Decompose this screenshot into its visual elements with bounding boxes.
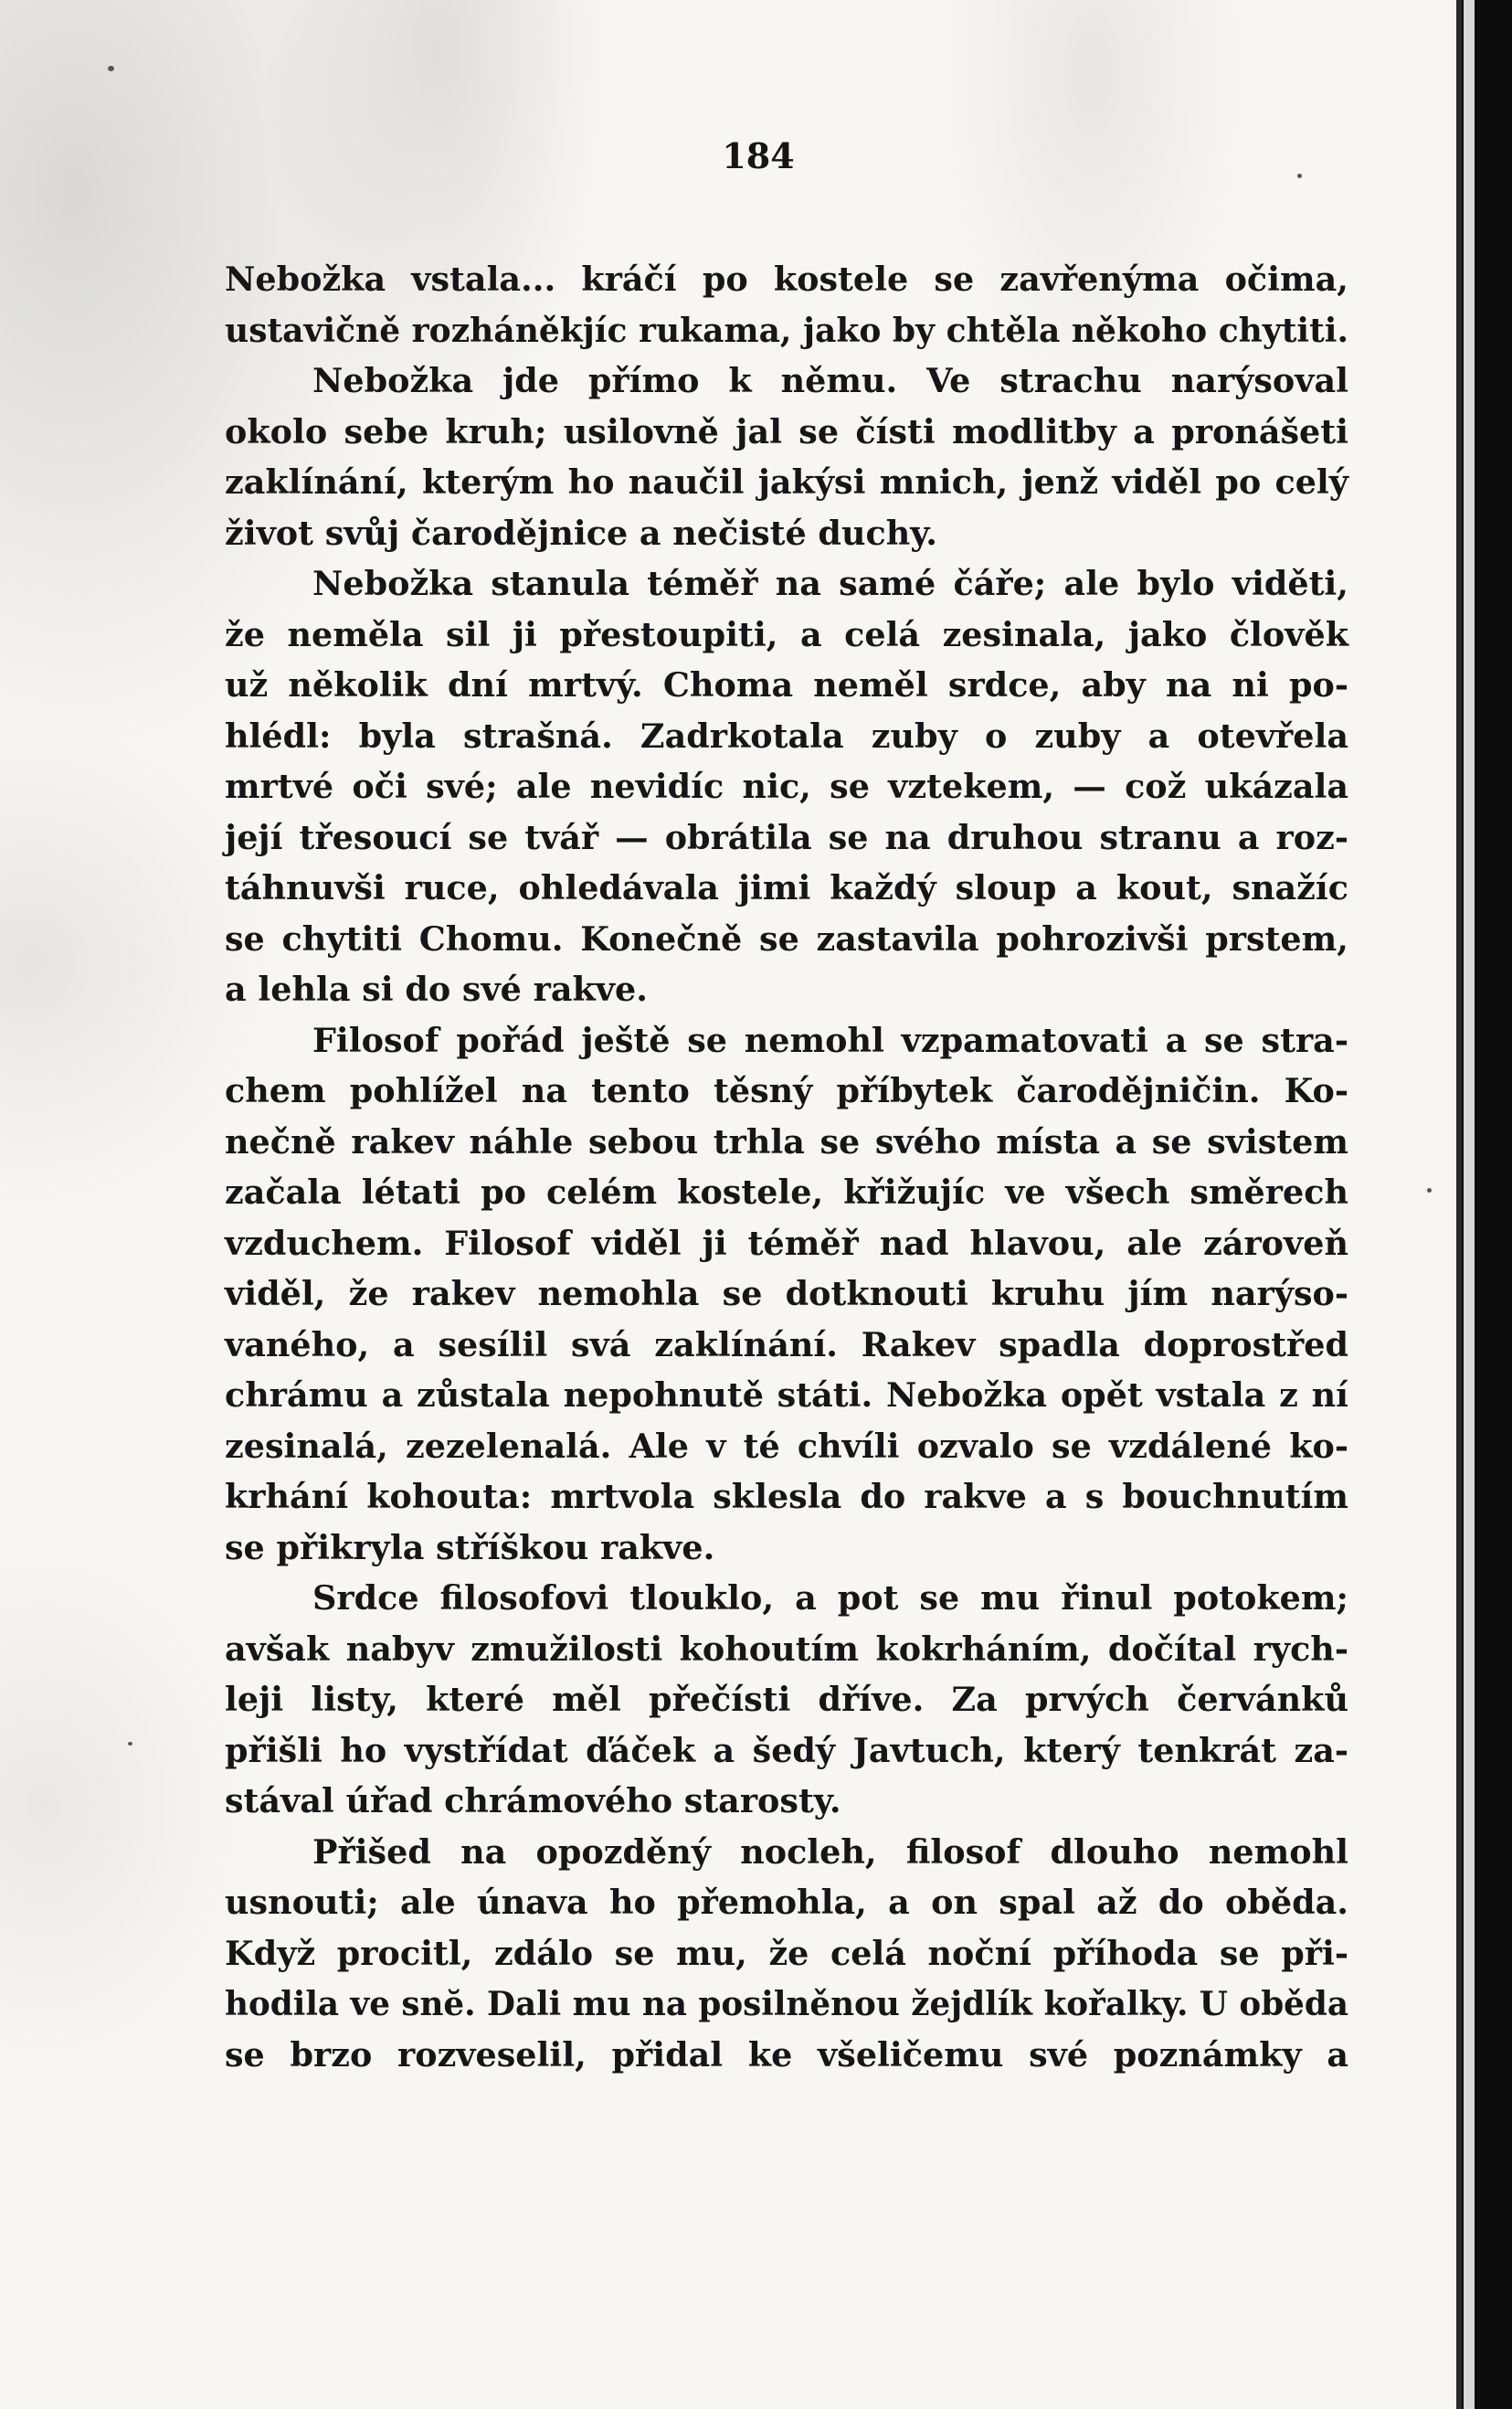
text-line: usnouti; ale únava ho přemohla, a on spal až do oběda. bbox=[225, 1883, 1348, 1922]
text-line: její třesoucí se tvář — obrátila se na druhou stranu a roz- bbox=[225, 817, 1348, 857]
text-line: ustavičně rozháněkjíc rukama, jako by chtěla někoho chytiti. bbox=[225, 310, 1348, 350]
print-speck bbox=[1427, 1188, 1432, 1193]
text-line: okolo sebe kruh; usilovně jal se čísti modlitby a pronášeti bbox=[225, 411, 1348, 451]
page-edge bbox=[1464, 0, 1475, 2409]
body-text bbox=[225, 254, 1348, 2080]
print-speck bbox=[108, 66, 114, 71]
print-speck bbox=[128, 1742, 132, 1746]
text-line: stával úřad chrámového starosty. bbox=[225, 1781, 841, 1820]
text-line: Přišed na opozděný nocleh, filosof dlouho nemohl bbox=[312, 1831, 1348, 1872]
text-line: hodila ve snĕ. Dali mu na posilněnou žejdlík kořalky. U oběda bbox=[225, 1984, 1348, 2023]
text-line: že neměla sil ji přestoupiti, a celá zesinala, jako člověk bbox=[225, 614, 1348, 654]
text-line: zesinalá, zezelenalá. Ale v té chvíli ozvalo se vzdálené ko- bbox=[225, 1426, 1348, 1466]
text-line: se přikryla stříškou rakve. bbox=[225, 1527, 715, 1567]
text-line: a lehla si do své rakve. bbox=[225, 970, 648, 1009]
text-line: Filosof pořád ještě se nemohl vzpamatovati a se stra- bbox=[312, 1020, 1348, 1060]
text-line: chem pohlížel na tento těsný příbytek čarodějničin. Ko- bbox=[225, 1071, 1348, 1110]
text-line: se chytiti Chomu. Konečně se zastavila pohrozivši prstem, bbox=[225, 918, 1348, 959]
text-line: krhání kohouta: mrtvola sklesla do rakve a s bouchnutím bbox=[225, 1477, 1348, 1516]
text-line: avšak nabyv zmužilosti kohoutím kokrháním, dočítal rych- bbox=[225, 1629, 1348, 1669]
page-edge-shadow bbox=[1456, 0, 1462, 2409]
text-line: zaklínání, kterým ho naučil jakýsi mnich, jenž viděl po celý bbox=[225, 462, 1348, 502]
text-line: mrtvé oči své; ale nevidíc nic, se vztekem, — což ukázala bbox=[225, 767, 1348, 806]
text-line: viděl, že rakev nemohla se dotknouti kruhu jím narýso- bbox=[225, 1274, 1348, 1313]
text-line: začala létati po celém kostele, křižujíc ve všech směrech bbox=[225, 1173, 1348, 1212]
text-line: Nebožka stanula téměř na samé čáře; ale bylo viděti, bbox=[312, 564, 1348, 603]
text-line: Nebožka vstala... kráčí po kostele se zavřenýma očima, bbox=[225, 260, 1348, 299]
text-line: Srdce filosofovi tlouklo, a pot se mu řinul potokem; bbox=[312, 1578, 1348, 1618]
text-line: Nebožka jde přímo k němu. Ve strachu narýsoval bbox=[312, 361, 1348, 400]
text-line: vzduchem. Filosof viděl ji téměř nad hlavou, ale zároveň bbox=[225, 1223, 1348, 1263]
text-line: nečně rakev náhle sebou trhla se svého místa a se svistem bbox=[225, 1121, 1348, 1162]
page-number: 184 bbox=[722, 135, 795, 176]
text-line: život svůj čarodějnice a nečisté duchy. bbox=[225, 513, 937, 553]
text-line: chrámu a zůstala nepohnutě státi. Nebožka opět vstala z ní bbox=[225, 1375, 1348, 1415]
text-line: leji listy, které měl přečísti dříve. Za prvých červánků bbox=[225, 1680, 1348, 1719]
text-line: Když procitl, zdálo se mu, že celá noční příhoda se při- bbox=[225, 1933, 1348, 1973]
text-line: se brzo rozveselil, přidal ke všeličemu své poznámky a bbox=[225, 2034, 1348, 2075]
text-line: přišli ho vystřídat ďáček a šedý Javtuch, který tenkrát za- bbox=[225, 1730, 1348, 1770]
print-speck bbox=[1297, 174, 1302, 178]
text-line: už několik dní mrtvý. Choma neměl srdce, aby na ni po- bbox=[225, 665, 1348, 705]
text-line: vaného, a sesílil svá zaklínání. Rakev spadla doprostřed bbox=[225, 1324, 1348, 1364]
text-line: táhnuvši ruce, ohledávala jimi každý sloup a kout, snažíc bbox=[225, 868, 1348, 907]
text-line: hlédl: byla strašná. Zadrkotala zuby o zuby a otevřela bbox=[225, 716, 1348, 756]
